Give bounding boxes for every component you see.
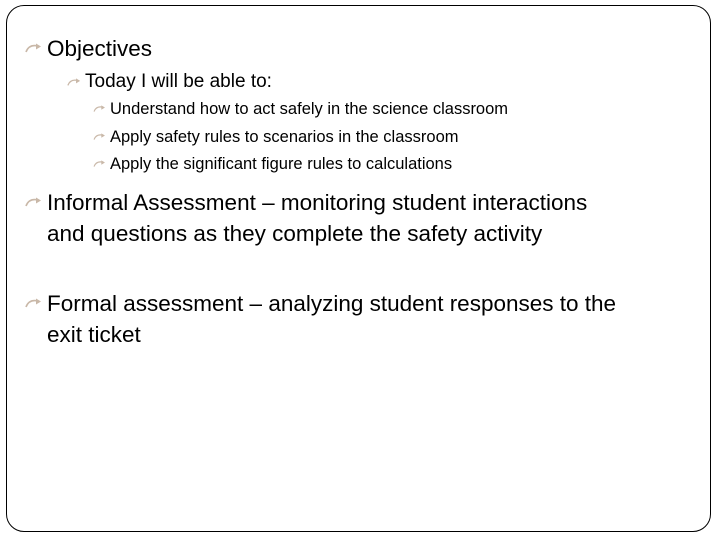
- assessment-item-text: Formal assessment – analyzing student responses to the exit ticket: [47, 291, 617, 347]
- objectives-heading: [25, 33, 152, 64]
- objectives-subheading: [67, 70, 272, 94]
- curved-arrow-bullet-icon: [93, 160, 110, 168]
- curved-arrow-bullet-icon: [25, 43, 47, 54]
- objective-item-text: Apply safety rules to scenarios in the classroom: [110, 128, 459, 146]
- assessment-item: [25, 187, 665, 249]
- curved-arrow-bullet-icon: [93, 105, 110, 113]
- objective-item: [93, 98, 508, 120]
- objective-item: [93, 126, 459, 148]
- slide: [6, 5, 711, 532]
- curved-arrow-bullet-icon: [25, 298, 47, 309]
- curved-arrow-bullet-icon: [25, 197, 47, 208]
- assessment-item-text: Informal Assessment – monitoring student interactions and questions as they complete the safety activity: [47, 190, 588, 246]
- objective-item-text: Understand how to act safely in the science classroom: [110, 100, 509, 118]
- curved-arrow-bullet-icon: [93, 133, 110, 141]
- objective-item: [93, 153, 452, 175]
- objective-item-text: Apply the significant figure rules to calculations: [110, 155, 453, 173]
- curved-arrow-bullet-icon: [67, 78, 85, 87]
- assessment-item: [25, 288, 685, 350]
- objectives-subheading-text: Today I will be able to:: [85, 71, 272, 92]
- objectives-heading-text: Objectives: [47, 36, 153, 61]
